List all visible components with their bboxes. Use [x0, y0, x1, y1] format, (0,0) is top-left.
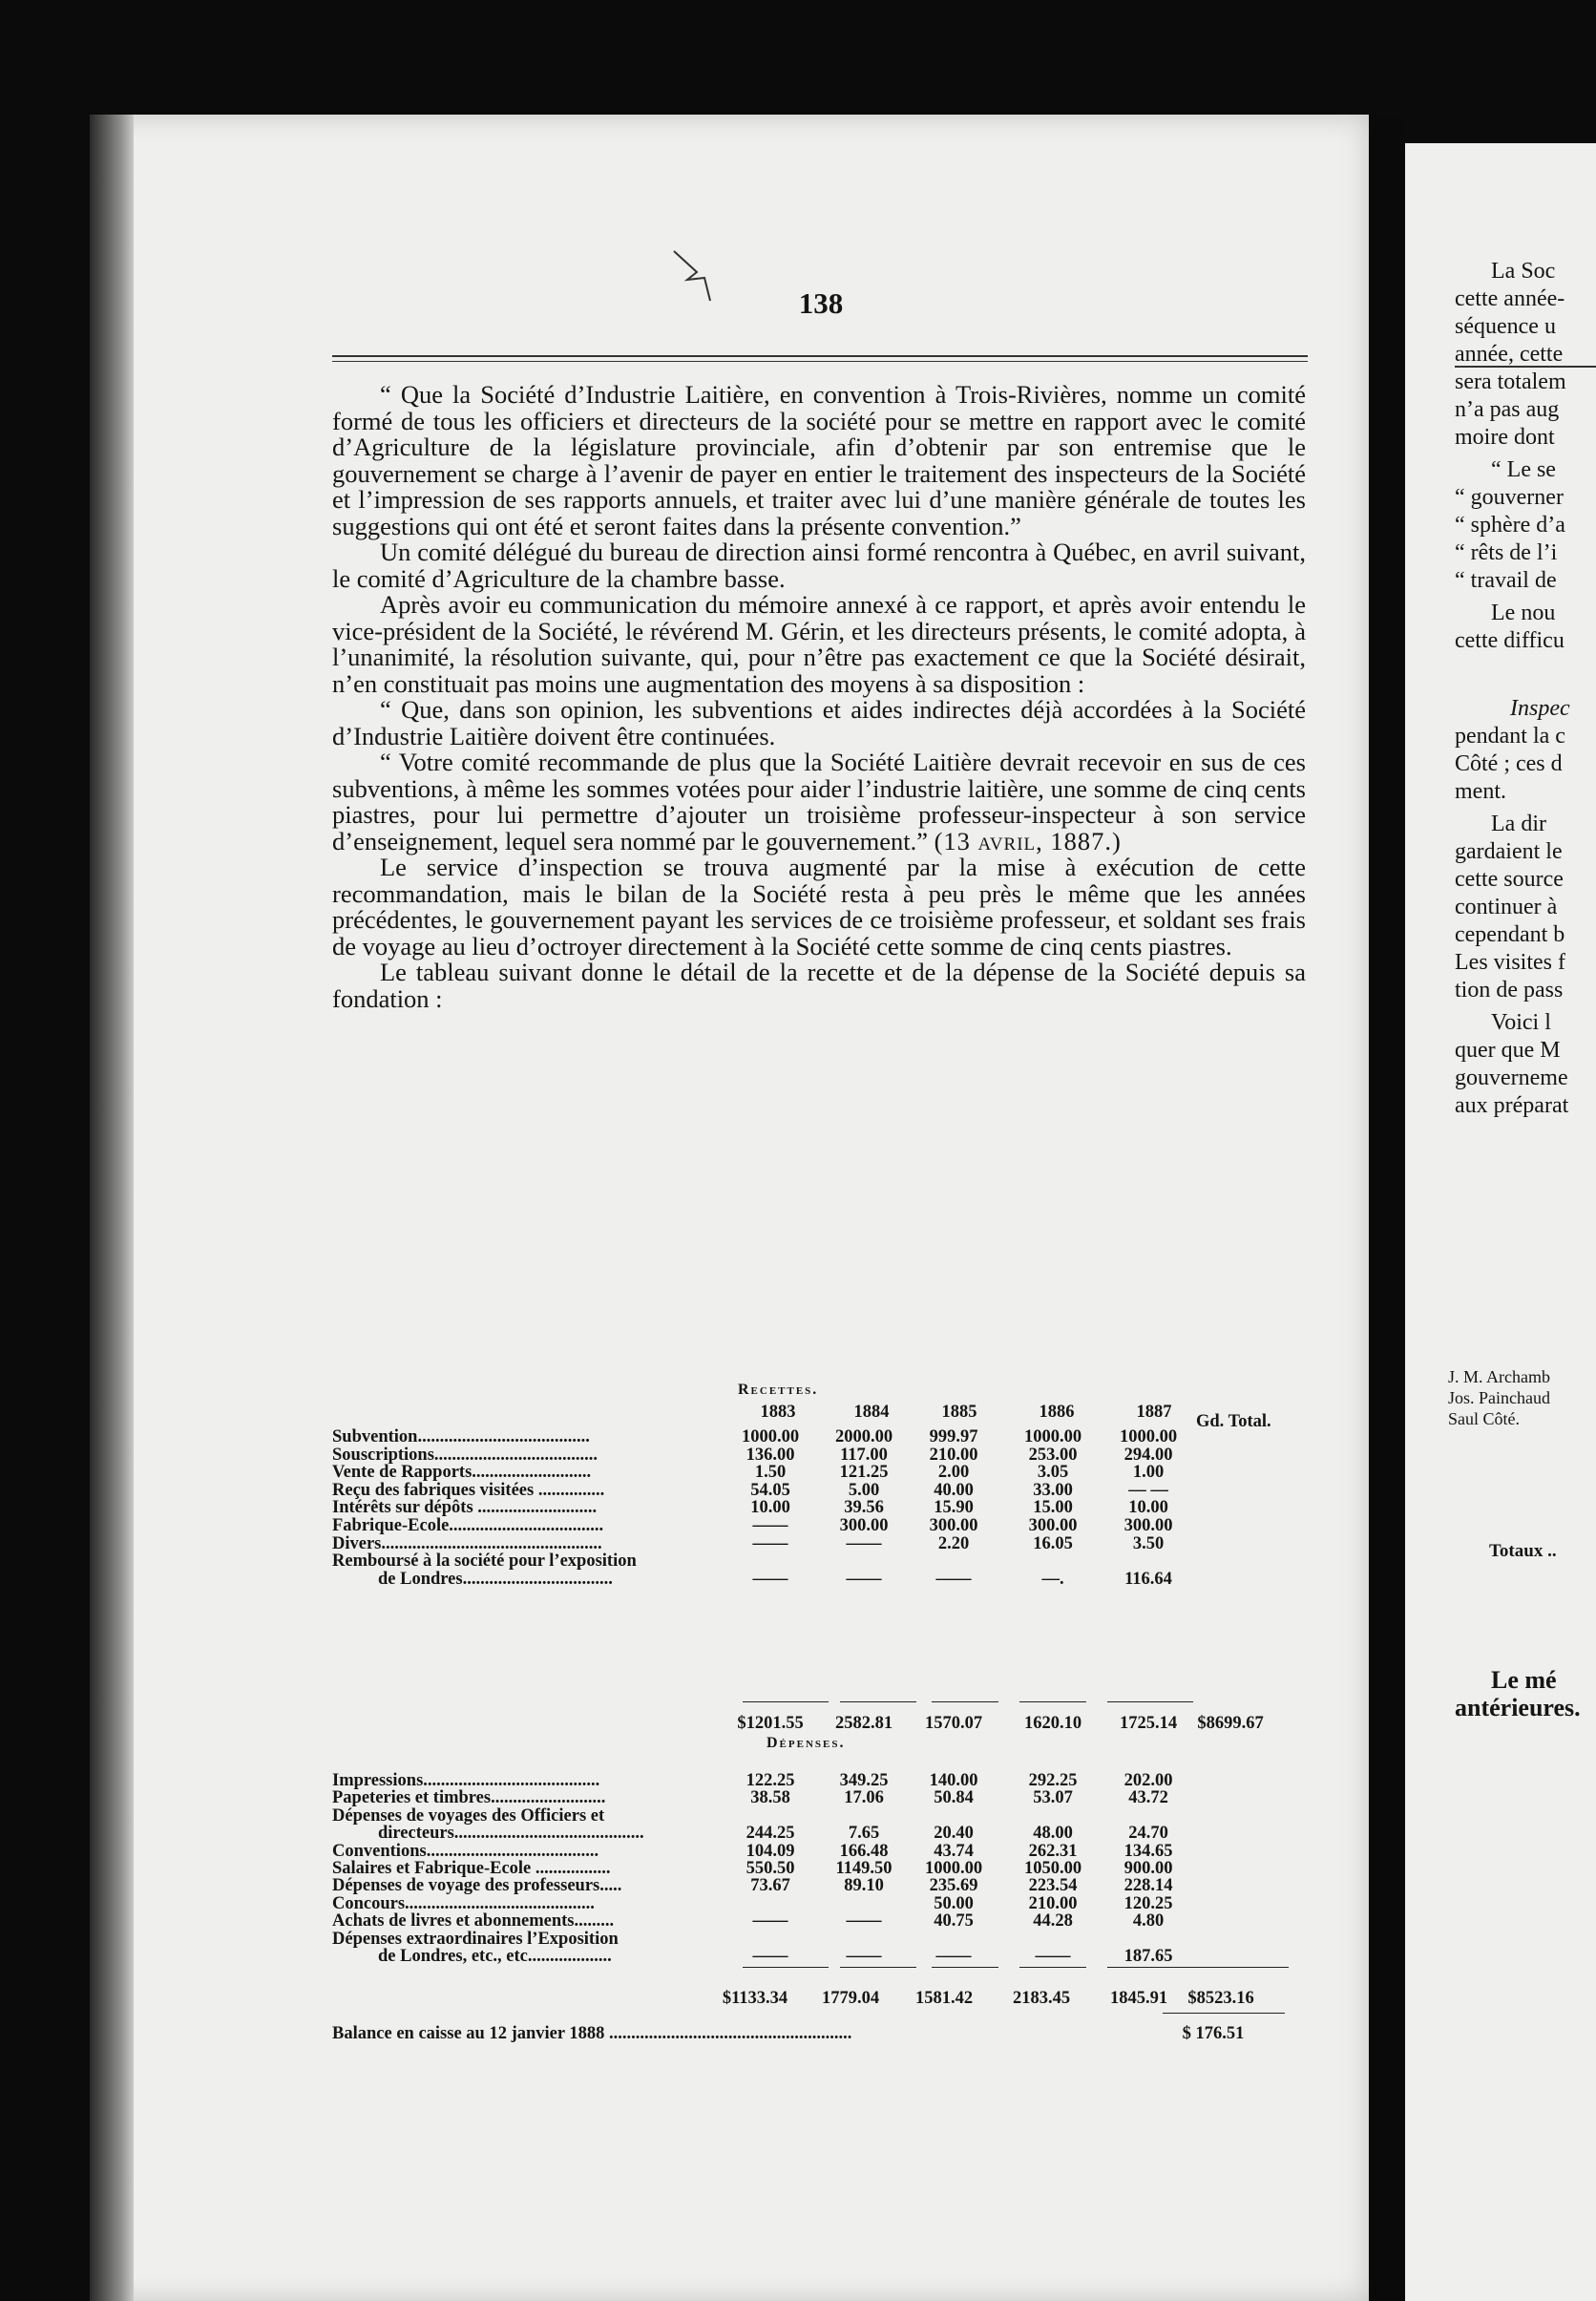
cell-value: 140.00 — [929, 1771, 978, 1790]
cell-value: —. — [1041, 1569, 1064, 1589]
row-label: Dépenses de voyages des Officiers et — [332, 1805, 605, 1826]
cell-value: 44.28 — [1033, 1911, 1073, 1932]
row-label: Fabrique-Ecole................................... — [332, 1516, 604, 1535]
balance-value: $ 176.51 — [1182, 2024, 1245, 2043]
sum-line — [1107, 1701, 1193, 1702]
table-row — [332, 1498, 1287, 1518]
cell-value: 300.00 — [929, 1516, 978, 1535]
recettes-title: Recettes. — [738, 1382, 819, 1398]
table-row — [332, 1876, 1287, 1896]
grand-total: $8699.67 — [1197, 1714, 1264, 1733]
cell-value: 10.00 — [750, 1498, 790, 1518]
cell-value: —— — [752, 1569, 788, 1589]
cell-value: 50.84 — [934, 1788, 974, 1808]
table-row — [332, 1930, 1287, 1947]
right-page-line: Totaux .. — [1489, 1541, 1557, 1561]
right-page-line: J. M. Archamb — [1448, 1367, 1550, 1386]
cell-value: 253.00 — [1028, 1445, 1078, 1465]
total-1885: 1581.42 — [914, 1989, 974, 2008]
row-label: Subvention....................................... — [332, 1427, 590, 1446]
paragraph: Un comité délégué du bureau de direction ainsi formé rencontra à Québec, en avril suivant, le comité d’Agriculture de la chambre basse. — [332, 538, 1306, 593]
cell-value: 43.72 — [1128, 1788, 1168, 1808]
right-page-line: sera totalem — [1455, 369, 1566, 394]
cell-value: 39.56 — [844, 1498, 884, 1518]
paragraph: Après avoir eu communication du mémoire annexé à ce rapport, et après avoir entendu le vice-président de la Société, le révérend M. Gérin, et les directeurs présents, le comité adopta, à l’unanimité, la résolution suivante, qui, pour n’être pas exactement ce que la Société désirait, n’en constituait pas moins une augmentation des moyens à sa disposition : — [332, 590, 1306, 698]
recettes-total-row — [332, 1714, 1287, 1731]
right-page-line: année, cette — [1455, 342, 1564, 367]
total-1883: $1201.55 — [737, 1714, 804, 1733]
right-page-line: “ sphère d’a — [1455, 513, 1565, 538]
total-1884: 1779.04 — [821, 1989, 880, 2008]
cell-value: 300.00 — [1124, 1516, 1173, 1535]
table-row — [332, 1427, 1287, 1445]
right-page-line: La dir — [1491, 812, 1546, 836]
pencil-mark — [668, 243, 725, 310]
cell-value: —— — [752, 1947, 788, 1966]
total-header: Gd. Total. — [1196, 1412, 1271, 1431]
cell-value: 4.80 — [1132, 1911, 1165, 1932]
cell-value: 244.25 — [746, 1824, 795, 1844]
row-label: Souscriptions..................................... — [332, 1445, 598, 1465]
cell-value: 121.25 — [839, 1463, 889, 1483]
cell-value: 48.00 — [1033, 1824, 1073, 1844]
sum-line — [1163, 2013, 1285, 2014]
row-label: Dépenses de voyage des professeurs..... — [332, 1876, 622, 1896]
row-label: Impressions........................................ — [332, 1771, 600, 1790]
cell-value: 223.54 — [1028, 1876, 1078, 1896]
right-page-line: cette année- — [1455, 286, 1565, 311]
cell-value: —— — [846, 1947, 882, 1966]
page-gutter — [1369, 115, 1405, 2301]
cell-value: 40.00 — [934, 1480, 974, 1500]
sum-line — [1107, 1967, 1289, 1968]
table-row — [332, 1911, 1287, 1932]
cell-value: —— — [752, 1533, 788, 1553]
right-page-line: gouverneme — [1455, 1066, 1568, 1090]
right-page-line: Le mé — [1491, 1666, 1557, 1694]
table-row — [332, 1894, 1287, 1911]
cell-value: 900.00 — [1124, 1859, 1173, 1878]
row-label: directeurs........................................... — [378, 1824, 644, 1844]
year-header: 1885 — [941, 1403, 977, 1422]
cell-value: 104.09 — [746, 1841, 795, 1861]
row-label: de Londres.................................. — [378, 1569, 613, 1589]
sum-line — [932, 1701, 998, 1702]
table-row — [332, 1481, 1287, 1498]
row-label: Divers.................................................. — [332, 1533, 602, 1553]
cell-value: —— — [935, 1569, 972, 1589]
cell-value: —— — [752, 1516, 788, 1535]
right-page-line: cette source — [1455, 867, 1564, 892]
cell-value: 40.75 — [934, 1911, 974, 1932]
row-label: Remboursé à la société pour l’exposition — [332, 1552, 637, 1572]
balance-row — [332, 2024, 1287, 2041]
cell-value: 116.64 — [1124, 1569, 1172, 1589]
cell-value: 1000.00 — [1023, 1427, 1082, 1446]
cell-value: —— — [846, 1569, 882, 1589]
cell-value: 89.10 — [844, 1876, 884, 1896]
cell-value: 122.25 — [746, 1771, 795, 1790]
table-row — [332, 1859, 1287, 1876]
grand-total: $8523.16 — [1187, 1989, 1254, 2008]
sum-line — [1019, 1967, 1086, 1968]
row-label: Dépenses extraordinaires l’Exposition — [332, 1929, 619, 1949]
table-row — [332, 1570, 1287, 1587]
row-label: Papeteries et timbres.......................... — [332, 1788, 606, 1808]
cell-value: 999.97 — [929, 1427, 978, 1446]
right-page-line: moire dont — [1455, 425, 1555, 450]
depenses-title: Dépenses. — [766, 1735, 846, 1751]
table-row — [332, 1788, 1287, 1808]
right-page-line: Inspec — [1510, 696, 1570, 721]
total-1886: 2183.45 — [1012, 1989, 1071, 2008]
cell-value: 1.00 — [1132, 1463, 1165, 1483]
cell-value: 2000.00 — [834, 1427, 893, 1446]
cell-value: 120.25 — [1124, 1893, 1173, 1913]
cell-value: 1000.00 — [1119, 1427, 1178, 1446]
right-page-line: continuer à — [1455, 895, 1558, 919]
cell-value: 187.65 — [1124, 1947, 1173, 1966]
row-label: Conventions....................................... — [332, 1841, 599, 1861]
row-label: Achats de livres et abonnements......... — [332, 1911, 615, 1932]
right-page-line: Jos. Painchaud — [1448, 1388, 1550, 1407]
row-label: Intérêts sur dépôts ........................... — [332, 1498, 598, 1518]
page-number: 138 — [798, 286, 844, 320]
sum-line — [932, 1967, 998, 1968]
body-text — [332, 382, 1306, 1012]
row-label: de Londres, etc., etc................... — [378, 1947, 612, 1966]
cell-value: 2.20 — [937, 1533, 970, 1553]
book-binding — [90, 115, 134, 2301]
right-page-line: “ gouverner — [1455, 485, 1564, 510]
cell-value: 5.00 — [848, 1480, 880, 1500]
year-header: 1886 — [1039, 1403, 1075, 1422]
cell-value: 50.00 — [934, 1893, 974, 1913]
cell-value: 1050.00 — [1023, 1859, 1082, 1878]
cell-value: —— — [752, 1911, 788, 1932]
cell-value: 3.05 — [1037, 1463, 1069, 1483]
cell-value: 134.65 — [1124, 1841, 1173, 1861]
table-row — [332, 1947, 1287, 1964]
cell-value: 15.00 — [1033, 1498, 1073, 1518]
cell-value: 1.50 — [754, 1463, 787, 1483]
table-row — [332, 1552, 1287, 1572]
right-page-line: ment. — [1455, 779, 1506, 804]
right-page-line: “ rêts de l’i — [1455, 540, 1558, 565]
cell-value: —— — [846, 1911, 882, 1932]
balance-label: Balance en caisse au 12 janvier 1888 ....................................................... — [332, 2024, 852, 2043]
cell-value: —— — [846, 1533, 882, 1553]
cell-value: 1000.00 — [741, 1427, 800, 1446]
header-rule-bottom — [332, 361, 1308, 362]
right-page-line: Côté ; ces d — [1455, 751, 1563, 776]
cell-value: 1149.50 — [835, 1859, 892, 1878]
cell-value: 294.00 — [1124, 1445, 1173, 1465]
cell-value: 33.00 — [1033, 1480, 1073, 1500]
paragraph: “ Que, dans son opinion, les subventions et aides indirectes déjà accordées à la Société d’Industrie Laitière doivent être continuées. — [332, 695, 1306, 750]
date-note: (13 avril, 1887.) — [934, 826, 1122, 855]
paragraph: Le tableau suivant donne le détail de la recette et de la dépense de la Société depuis sa fondation : — [332, 958, 1306, 1013]
paragraph-quote — [332, 749, 1306, 855]
right-page-line: cette difficu — [1455, 628, 1564, 653]
row-label: Reçu des fabriques visitées ............... — [332, 1480, 605, 1500]
row-label: Vente de Rapports........................... — [332, 1463, 592, 1483]
cell-value: 349.25 — [839, 1771, 889, 1790]
sum-line — [743, 1701, 829, 1702]
sum-line — [840, 1967, 916, 1968]
year-header: 1884 — [853, 1403, 890, 1422]
cell-value: 10.00 — [1128, 1498, 1168, 1518]
cell-value: 202.00 — [1124, 1771, 1173, 1790]
cell-value: 24.70 — [1128, 1824, 1168, 1844]
cell-value: 300.00 — [839, 1516, 889, 1535]
cell-value: 262.31 — [1028, 1841, 1078, 1861]
table-row — [332, 1824, 1287, 1844]
cell-value: 3.50 — [1132, 1533, 1165, 1553]
year-header: 1883 — [760, 1403, 796, 1422]
cell-value: 17.06 — [844, 1788, 884, 1808]
right-page-line: Les visites f — [1455, 950, 1565, 975]
cell-value: 16.05 — [1033, 1533, 1073, 1553]
cell-value: 235.69 — [929, 1876, 978, 1896]
right-page-line: séquence u — [1455, 314, 1556, 339]
table-row — [332, 1446, 1287, 1463]
cell-value: 292.25 — [1028, 1771, 1078, 1790]
cell-value: 15.90 — [934, 1498, 974, 1518]
cell-value: 38.58 — [750, 1788, 790, 1808]
cell-value: 2.00 — [937, 1463, 970, 1483]
depenses-total-row — [332, 1989, 1287, 2006]
table-row — [332, 1516, 1287, 1533]
row-label: Salaires et Fabrique-Ecole ................. — [332, 1859, 611, 1878]
sum-line — [1019, 1701, 1086, 1702]
cell-value: 136.00 — [746, 1445, 795, 1465]
right-page-line: cependant b — [1455, 922, 1565, 947]
right-page-line: Voici l — [1491, 1010, 1551, 1035]
right-page-line: tion de pass — [1455, 978, 1564, 1003]
right-page-line: antérieures. — [1455, 1694, 1581, 1721]
right-page-line: Le nou — [1491, 601, 1556, 625]
finance-table — [332, 1382, 1287, 2043]
right-page-line: “ travail de — [1455, 568, 1557, 593]
total-1884: 2582.81 — [834, 1714, 893, 1733]
cell-value: 73.67 — [750, 1876, 790, 1896]
cell-value: 7.65 — [848, 1824, 880, 1844]
cell-value: 54.05 — [750, 1480, 790, 1500]
row-label: Concours........................................... — [332, 1893, 595, 1913]
cell-value: 550.50 — [746, 1859, 795, 1878]
total-1883: $1133.34 — [722, 1989, 788, 2008]
right-page — [1405, 143, 1596, 2301]
cell-value: 210.00 — [1028, 1893, 1078, 1913]
right-page-line: “ Le se — [1491, 457, 1556, 482]
table-row — [332, 1842, 1287, 1859]
cell-value: — — — [1128, 1480, 1168, 1500]
cell-value: 300.00 — [1028, 1516, 1078, 1535]
cell-value: 1000.00 — [924, 1859, 983, 1878]
right-page-line: gardaient le — [1455, 839, 1563, 864]
right-page-line: La Soc — [1491, 259, 1556, 284]
cell-value: —— — [1035, 1947, 1071, 1966]
cell-value: 20.40 — [934, 1824, 974, 1844]
cell-value: 43.74 — [934, 1841, 974, 1861]
table-row — [332, 1463, 1287, 1483]
right-page-line: n’a pas aug — [1455, 397, 1560, 422]
paragraph: Le service d’inspection se trouva augmenté par la mise à exécution de cette recommandation, mais le bilan de la Société resta à peu près le même que les années précédentes, le gouvernement payant les services de ce troisième professeur, et soldant ses frais de voyage au lieu d’octroyer directement à la Société cette somme de cinq cents piastres. — [332, 853, 1306, 961]
year-header: 1887 — [1136, 1403, 1172, 1422]
cell-value: —— — [935, 1947, 972, 1966]
header-rule-top — [332, 355, 1308, 357]
right-page-line: Saul Côté. — [1448, 1409, 1520, 1428]
table-row — [332, 1771, 1287, 1788]
cell-value: 117.00 — [840, 1445, 888, 1465]
right-page-line: aux préparat — [1455, 1093, 1569, 1118]
paragraph-text: “ Votre comité recommande de plus que la Société Laitière devrait recevoir en sus de ces subventions, à même les sommes votées pour aider l’industrie laitière, une somme de cinq cents piastres, pour lui permettre d’ajouter un troisième professeur-inspecteur à son service d’enseignement, lequel sera nommé par le gouvernement.” — [332, 748, 1306, 855]
total-1887: 1845.91 — [1109, 1989, 1168, 2008]
sum-line — [743, 1967, 829, 1968]
right-page-line: quer que M — [1455, 1038, 1561, 1063]
table-row — [332, 1806, 1287, 1824]
cell-value: 210.00 — [929, 1445, 978, 1465]
paragraph: “ Que la Société d’Industrie Laitière, en convention à Trois-Rivières, nomme un comité formé de tous les officiers et directeurs de la société pour se mettre en rapport avec le comité d’Agriculture de la législature provinciale, afin d’obtenir par son entremise que le gouvernement se charge à l’avenir de payer en entier le traitement des inspecteurs de la Société et l’impression de ses rapports annuels, et traiter avec lui d’une manière générale de toutes les suggestions qui ont été et seront faites dans la présente convention.” — [332, 380, 1306, 540]
right-page-line: pendant la c — [1455, 724, 1565, 749]
table-row — [332, 1534, 1287, 1552]
total-1885: 1570.07 — [924, 1714, 983, 1733]
total-1886: 1620.10 — [1023, 1714, 1082, 1733]
cell-value: 228.14 — [1124, 1876, 1173, 1896]
cell-value: 166.48 — [839, 1841, 889, 1861]
sum-line — [840, 1701, 916, 1702]
total-1887: 1725.14 — [1119, 1714, 1178, 1733]
cell-value: 53.07 — [1033, 1788, 1073, 1808]
